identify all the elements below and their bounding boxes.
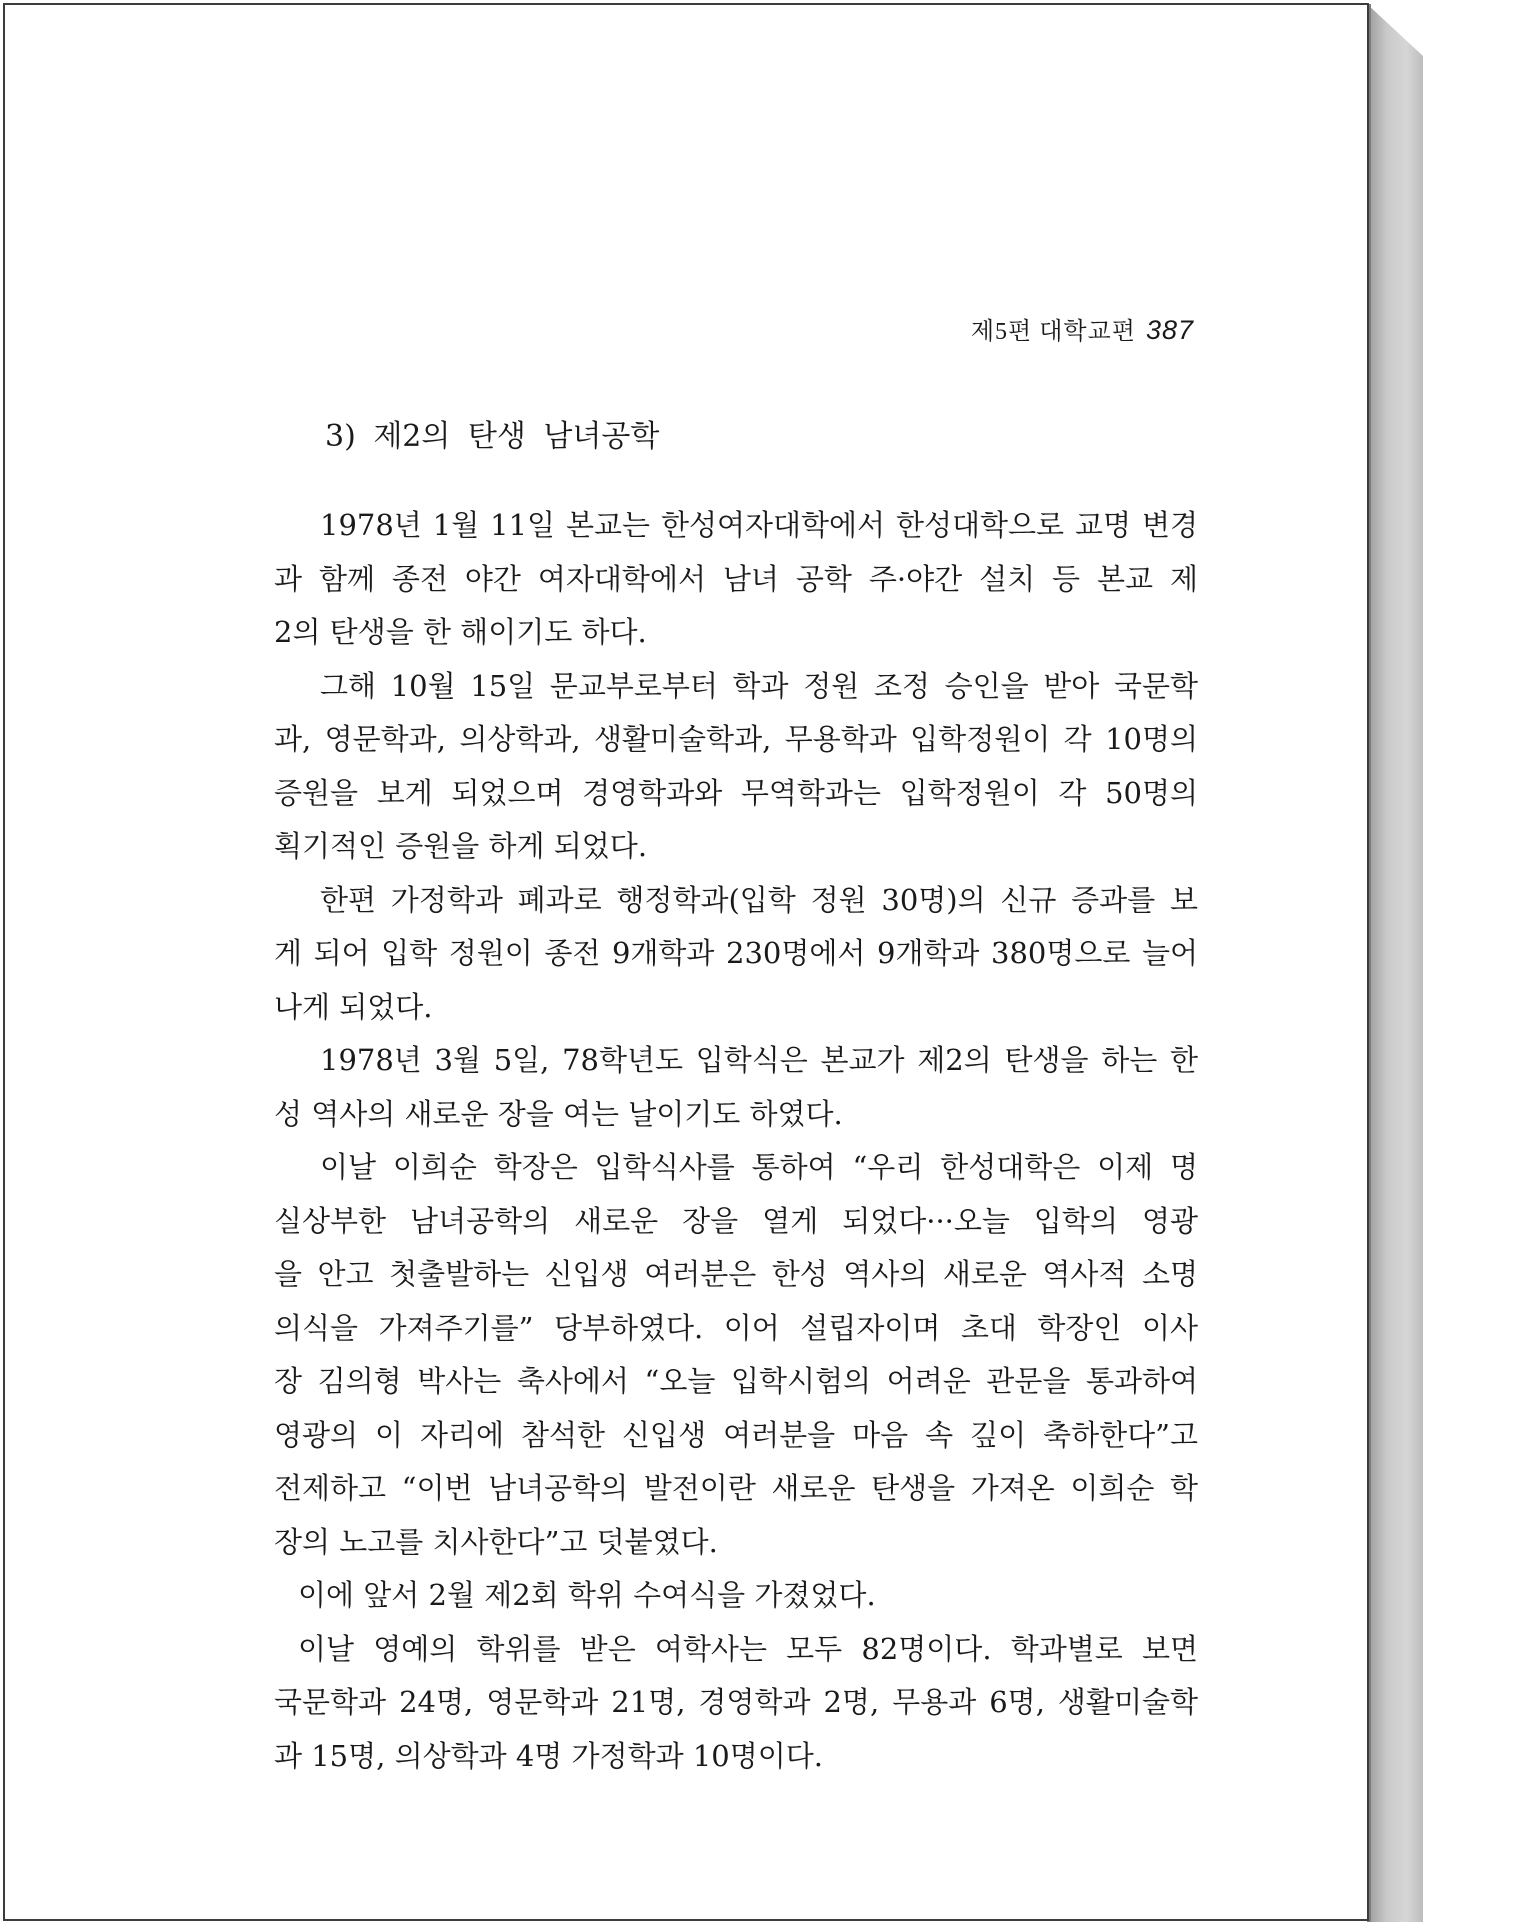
text-line: 국문학과 24명, 영문학과 21명, 경영학과 2명, 무용과 6명, 생활미술학 [274,1685,1198,1719]
text-line: 과 15명, 의상학과 4명 가정학과 10명이다. [274,1738,823,1773]
text-line: 장의 노고를 치사한다”고 덧붙였다. [274,1524,718,1559]
running-head [971,311,1194,346]
book-page [3,3,1369,1921]
text-line: 성 역사의 새로운 장을 여는 날이기도 하였다. [274,1096,843,1131]
body-text [274,499,1198,1783]
text-line: 전제하고 “이번 남녀공학의 발전이란 새로운 탄생을 가져온 이희순 학 [274,1471,1198,1505]
text-line: 1978년 3월 5일, 78학년도 입학식은 본교가 제2의 탄생을 하는 한 [320,1043,1198,1077]
section-heading: 3) 제2의 탄생 남녀공학 [325,419,660,454]
page-number: 387 [1145,315,1194,345]
text-line: 이날 영예의 학위를 받은 여학사는 모두 82명이다. 학과별로 보면 [298,1631,1198,1666]
text-line: 영광의 이 자리에 참석한 신입생 여러분을 마음 속 깊이 축하한다”고 [274,1417,1198,1452]
text-line: 과, 영문학과, 의상학과, 생활미술학과, 무용학과 입학정원이 각 10명의 [274,722,1198,756]
text-line: 증원을 보게 되었으며 경영학과와 무역학과는 입학정원이 각 50명의 [274,775,1198,810]
running-head-title: 제5편 대학교편 [970,319,1136,345]
page-stack-edge [1367,4,1423,1922]
text-line: 2의 탄생을 한 해이기도 하다. [274,615,647,649]
text-line: 이에 앞서 2월 제2회 학위 수여식을 가졌었다. [298,1578,876,1612]
text-line: 나게 되었다. [274,989,433,1024]
text-line: 게 되어 입학 정원이 종전 9개학과 230명에서 9개학과 380명으로 늘어 [274,936,1198,970]
text-line: 1978년 1월 11일 본교는 한성여자대학에서 한성대학으로 교명 변경 [320,508,1198,542]
text-line: 의식을 가져주기를” 당부하였다. 이어 설립자이며 초대 학장인 이사 [274,1310,1198,1345]
text-line: 장 김의형 박사는 축사에서 “오늘 입학시험의 어려운 관문을 통과하여 [274,1364,1198,1398]
text-line: 이날 이희순 학장은 입학식사를 통하여 “우리 한성대학은 이제 명 [320,1150,1198,1184]
text-line: 획기적인 증원을 하게 되었다. [274,829,648,863]
text-line: 실상부한 남녀공학의 새로운 장을 열게 되었다···오늘 입학의 영광 [274,1203,1198,1238]
text-line: 그해 10월 15일 문교부로부터 학과 정원 조정 승인을 받아 국문학 [320,668,1198,703]
text-line: 과 함께 종전 야간 여자대학에서 남녀 공학 주·야간 설치 등 본교 제 [274,561,1198,596]
text-line: 한편 가정학과 폐과로 행정학과(입학 정원 30명)의 신규 증과를 보 [320,882,1198,917]
text-line: 을 안고 첫출발하는 신입생 여러분은 한성 역사의 새로운 역사적 소명 [274,1257,1198,1291]
